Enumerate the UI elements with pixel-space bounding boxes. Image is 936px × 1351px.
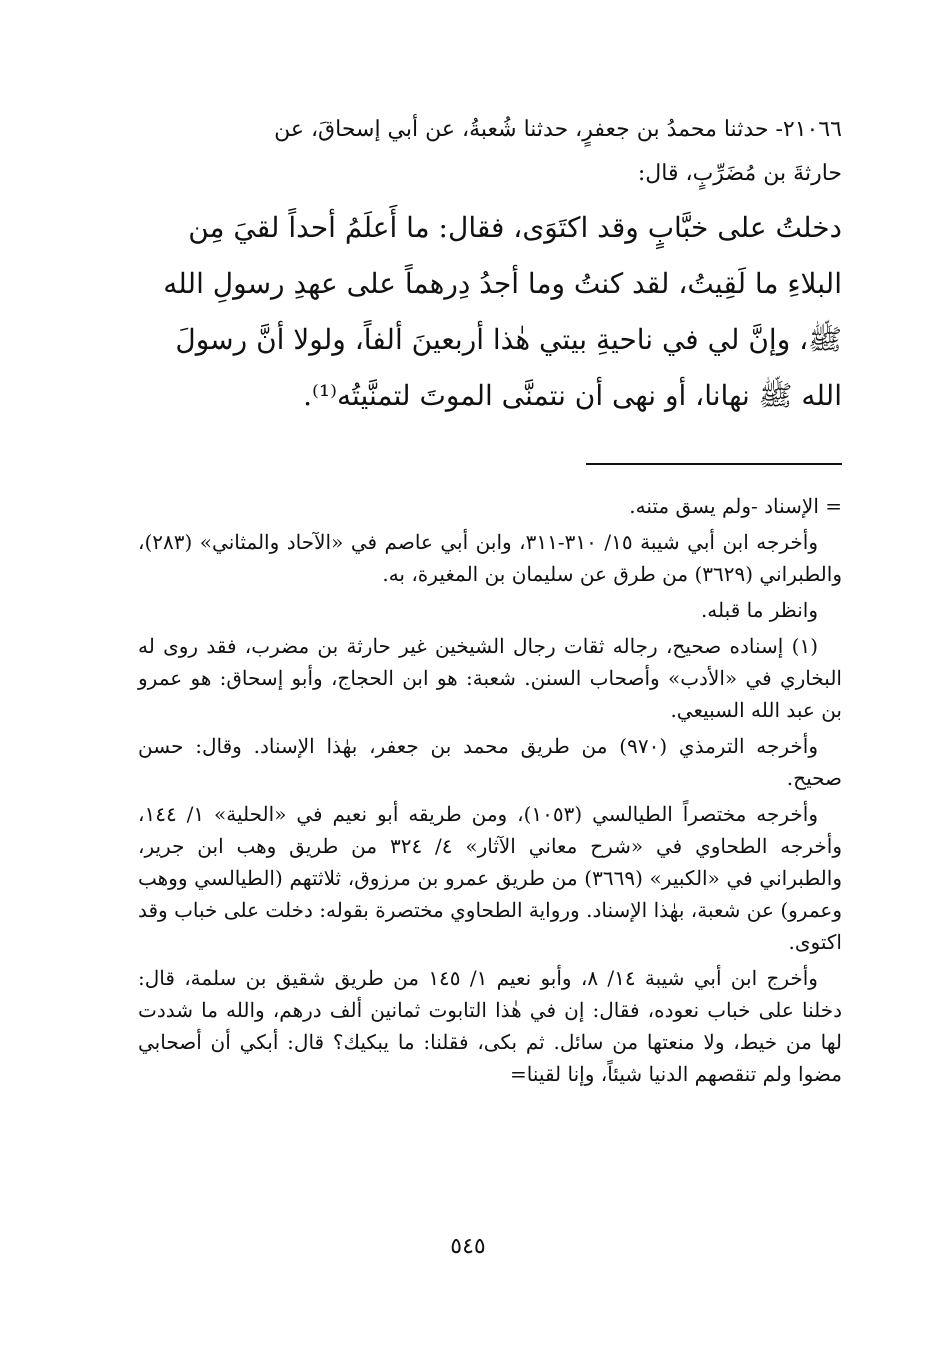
footnote-paragraph: وأخرج ابن أبي شيبة ١٤/ ٨، وأبو نعيم ١/ ١٤٥ من طريق شقيق بن سلمة، قال: دخلنا على خباب نعوده، فقال: إن في هٰذا التابوت ثمانين ألف درهم، والله ما شددت لها من خيط، ولا منعتها من سائل. ثم بكى، فقلنا: ما يبكيك؟ قال: أبكي أن أصحابي مضوا ولم تنقصهم الدنيا شيئاً، وإنا لقينا= (138, 966, 843, 1086)
footnote-paragraph: (١) إسناده صحيح، رجاله ثقات رجال الشيخين غير حارثة بن مضرب، فقد روى له البخاري في «الأدب» وأصحاب السنن. شعبة: هو ابن الحجاج، وأبو إسحاق: هو عمرو بن عبد الله السبيعي. (138, 634, 842, 722)
hadith-matn-line: الله ﷺ نهانا، أو نهى أن نتمنَّى الموتَ لتمنَّيتُه⁽¹⁾. (303, 379, 842, 412)
footnote-separator (586, 463, 842, 465)
footnote-paragraph: وأخرجه الترمذي (٩٧٠) من طريق محمد بن جعفر، بهٰذا الإسناد. وقال: حسن صحيح. (138, 734, 842, 790)
hadith-isnad-line: حارثةَ بن مُضَرِّبٍ، قال: (637, 161, 842, 186)
hadith-isnad-line: ٢١٠٦٦- حدثنا محمدُ بن جعفرٍ، حدثنا شُعبةُ، عن أبي إسحاقَ، عن (274, 117, 842, 142)
footnote-paragraph: وأخرجه مختصراً الطيالسي (١٠٥٣)، ومن طريقه أبو نعيم في «الحلية» ١/ ١٤٤، وأخرجه الطحاوي في «شرح معاني الآثار» ٤/ ٣٢٤ من طريق وهب ابن جرير، والطبراني في «الكبير» (٣٦٦٩) من طريق عمرو بن مرزوق، ثلاثتهم (الطيالسي ووهب وعمرو) عن شعبة، بهٰذا الإسناد. ورواية الطحاوي مختصرة بقوله: دخلت على خباب وقد اكتوى. (138, 802, 842, 954)
hadith-matn (138, 200, 842, 424)
footnote-continuation: = الإسناد -ولم يسق متنه. (629, 494, 842, 518)
hadith-matn-line: البلاءِ ما لَقِيتُ، لقد كنتُ وما أجدُ دِرهماً على عهدِ رسولِ الله (163, 267, 842, 300)
hadith-matn-line: ﷺ، وإنَّ لي في ناحيةِ بيتي هٰذا أربعينَ ألفاً، ولولا أنَّ رسولَ (175, 323, 842, 356)
page-number: ٥٤٥ (450, 1234, 486, 1259)
hadith-matn-line: دخلتُ على خبَّابٍ وقد اكتَوَى، فقال: ما أَعلَمُ أحداً لقيَ مِن (188, 211, 842, 244)
footnotes (138, 490, 842, 1094)
footnote-paragraph: وأخرجه ابن أبي شيبة ١٥/ ٣١٠-٣١١، وابن أبي عاصم في «الآحاد والمثاني» (٢٨٣)، والطبراني (٣٦٢٩) من طرق عن سليمان بن المغيرة، به. (138, 530, 842, 586)
footnote-paragraph: وانظر ما قبله. (700, 598, 818, 622)
hadith-isnad (138, 108, 842, 196)
